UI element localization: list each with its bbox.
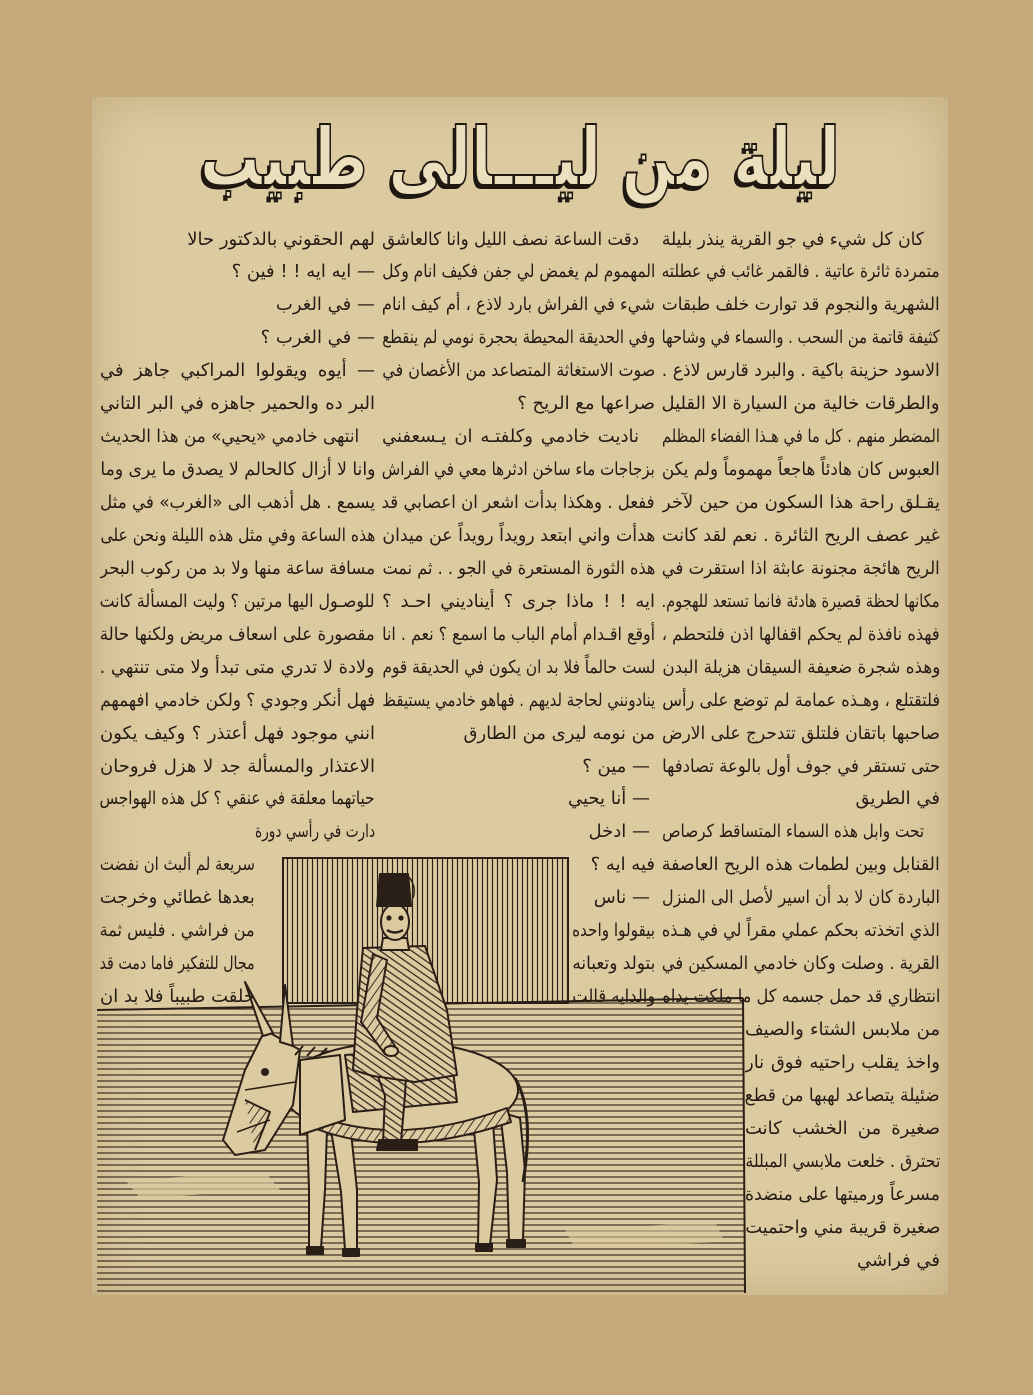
middle-column-line [382,751,655,784]
line-text: والطرقات خالية من السيارة الا القليل [662,393,940,415]
right-column-line [745,1014,940,1047]
line-text: لهم الحقوني بالدكتور حالا [187,228,375,250]
line-text: مسافة ساعة منها ولا بد من ركوب البحر [100,557,375,579]
line-text: فهذه نافذة لم يحكم اقفالها اذن فلتحطم ، [662,623,940,645]
line-text: خلقت طبيباً فلا بد ان [100,986,255,1008]
right-column-line [662,685,940,718]
line-text: الاسود حزينة باكية . والبرد قارس لاذع . [662,360,940,382]
line-text: كان كل شيء في جو القرية ينذر بليلة [662,228,924,250]
line-text: بزجاجات ماء ساخن ادثرها معي في الفراش [382,459,655,481]
right-column [662,224,940,1278]
right-column-line [662,388,940,421]
right-column-line [662,981,940,1014]
line-text: ايه ! ! ماذا جرى ؟ أيناديني احـد ؟ [382,590,655,612]
line-text: — ناس [593,887,650,909]
line-text: الاعتذار والمسألة جد لا هزل فروحان [100,755,375,777]
line-text: بتولد وتعبانه [572,953,655,975]
left-column-line [100,355,375,388]
line-text: الريح هائجة مجنونة عابثة اذا استقرت في [662,557,940,579]
line-text: الباردة كان لا بد أن اسير لأصل الى المنزل [662,887,940,909]
left-column-line [100,948,255,981]
line-text: متمردة ثائرة عاتية . فالقمر غائب في عطلته [662,261,940,283]
line-text: شيء في الفراش بارد لاذع ، أم كيف انام [382,294,655,316]
left-column-line [100,487,375,520]
line-text: مقصورة على اسعاف مريض ولكنها حالة [100,623,375,645]
line-text: للوصـول اليها مرتين ؟ وليت المسألة كانت [100,590,375,612]
middle-column-line [382,355,655,388]
line-text: تحترق . خلعت ملابسي المبللة [745,1150,940,1172]
line-text: — في الغرب [275,294,375,316]
line-text: وهذه شجرة ضعيفة السيقان هزيلة البدن [662,656,940,678]
line-text: حتى تستقر في جوف أول بالوعة تصادفها [662,755,940,777]
middle-column-line [382,619,655,652]
line-text: — مين ؟ [582,755,650,777]
line-text: ففعل . وهكذا بدأت اشعر ان اعصابي قد [382,492,655,513]
line-text: وفي الحديقة المحيطة بحجرة نومي لم ينقطع [382,327,655,349]
line-text: من فراشي . فليس ثمة [100,920,255,942]
right-column-line [662,783,940,816]
left-column-line [100,553,375,586]
middle-column-line [382,718,655,751]
middle-column-line [382,487,655,520]
line-text: العبوس كان هادئاً هاجعاً مهموماً ولم يكن [662,459,940,481]
middle-column-line [572,948,655,981]
middle-column-line [572,849,655,882]
line-text: المضطر منهم . كل ما في هـذا الفضاء المظلم [662,426,940,448]
middle-column-line [382,256,655,289]
left-column-line [100,421,375,454]
right-column-line [662,816,940,849]
right-column-line [662,421,940,454]
right-column-line [662,224,940,257]
line-text: صغيرة قريبة مني واحتميت [745,1216,940,1238]
middle-column-line [382,652,655,685]
right-column-line [662,289,940,322]
line-text: — أيوه ويقولوا المراكبي جاهز في [100,360,375,382]
left-column-line [100,224,375,257]
line-text: مجال للتفكير فاما دمت قد [100,953,255,975]
left-column-line [100,751,375,784]
right-column-line [745,1080,940,1113]
line-text: — ايه ايه ! ! فين ؟ [231,261,375,283]
line-text: — ادخل [588,821,650,843]
right-column-line [662,553,940,586]
middle-column-line [382,685,655,718]
middle-column-line [382,454,655,487]
line-text: بعدها غطائي وخرجت [100,887,255,909]
right-column-line [662,751,940,784]
right-column-line [662,915,940,948]
right-column-line [662,718,940,751]
left-column-line [100,454,375,487]
line-text: من نومه ليرى من الطارق [463,722,655,744]
right-column-line [662,849,940,882]
middle-column-line [572,915,655,948]
line-text: انتظاري قد حمل جسمه كل ما ملكت يداه [662,986,940,1008]
left-column-line [100,520,375,553]
right-column-line [662,586,940,619]
line-text: دقت الساعة نصف الليل وانا كالعاشق [382,228,639,250]
middle-column-line [382,289,655,322]
line-text: مكانها لحظة قصيرة هادئة فانما تستعد للهجوم. [662,590,940,612]
right-column-line [662,454,940,487]
line-text: المهموم لم يغمض لي جفن فكيف انام وكل [382,261,655,283]
line-text: صغيرة من الخشب كانت [745,1117,940,1139]
middle-column-line [572,981,655,1014]
right-column-line [745,1245,940,1278]
left-column-line [255,816,375,849]
line-text: فيه ايه ؟ [590,854,655,876]
middle-column-line [572,882,655,915]
left-column-line [100,586,375,619]
article-title [190,106,850,210]
line-text: صوت الاستغاثة المتصاعد من الأغصان في [382,360,655,382]
line-text: في الطريق [855,788,940,810]
left-column-line [100,652,375,685]
left-column-line [100,289,375,322]
line-text: غير عصف الريح الثائرة . نعم لقد كانت [662,524,940,546]
middle-column-line [382,224,655,257]
right-column-line [662,882,940,915]
right-column-line [662,652,940,685]
middle-column-line [382,388,655,421]
middle-column-line [382,553,655,586]
right-column-line [662,520,940,553]
line-text: سريعة لم ألبث ان نفضت [100,854,255,876]
line-text: ينادونني لحاجة لديهم . فهاهو خادمي يستيقظ [382,689,655,711]
middle-column-line [382,586,655,619]
line-text: والدايه قالت [572,986,655,1008]
line-text: ضئيلة يتصاعد لهبها من قطع [745,1084,940,1106]
line-text: يسمع . هل أذهب الى «الغرب» في مثل [100,492,375,513]
line-text: صراعها مع الريح ؟ [517,393,655,415]
line-text: — في الغرب ؟ [260,327,375,349]
left-column-line [100,783,375,816]
line-text: القنابل وبين لطمات هذه الريح العاصفة [662,854,940,876]
line-text: ناديت خادمي وكلفتـه ان يـسعفني [382,426,639,448]
left-column-line [100,685,375,718]
right-column-line [745,1179,940,1212]
line-text: دارت في رأسي دورة [255,821,375,843]
right-column-line [662,619,940,652]
line-text: واخذ يقلب راحتيه فوق نار [745,1051,940,1073]
line-text: كثيفة قاتمة من السحب . والسماء في وشاحها [662,327,940,349]
left-column-line [100,718,375,751]
line-text: الذي اتخذته بحكم عملي مقراً لي في هـذه [662,920,940,942]
line-text: أوقع اقـدام أمام الباب ما اسمع ؟ نعم . انا [382,623,655,645]
line-text: الشهرية والنجوم قد توارت خلف طبقات [662,294,940,316]
left-column-line [100,915,255,948]
right-column-line [662,948,940,981]
line-text: القرية . وصلت وكان خادمي المسكين في [662,953,940,975]
middle-column-line [382,421,655,454]
right-column-line [745,1047,940,1080]
line-text: بيقولوا واحده [572,920,655,942]
line-text: وانا لا أزال كالحالم لا يصدق ما يرى وما [100,459,375,481]
article-title-text: ليلة من ليـــالى طبيب [199,111,840,204]
line-text: لست حالماً فلا بد ان يكون في الحديقة قوم [382,656,655,678]
line-text: مسرعاً ورميتها على منضدة [745,1183,940,1205]
line-text: فهل أنكر وجودي ؟ ولكن خادمي افهمهم [100,689,375,711]
left-column [100,224,375,1015]
line-text: — أنا يحيي [567,788,650,810]
line-text: من ملابس الشتاء والصيف [745,1019,940,1040]
line-text: هدأت واني ابتعد رويداً رويداً عن ميدان [382,524,655,546]
line-text: هذه الثورة المستعرة في الجو . . ثم نمت [382,557,655,579]
right-column-line [662,256,940,289]
right-column-line [745,1146,940,1179]
line-text: في فراشي [857,1249,940,1271]
line-text: صاحبها باتقان فلتلق تتدحرج على الارض [662,722,940,744]
left-column-line [100,981,255,1014]
middle-column-line [382,322,655,355]
line-text: البر ده والحمير جاهزه في البر التاني [100,393,375,415]
right-column-line [662,487,940,520]
left-column-line [100,322,375,355]
right-column-line [745,1212,940,1245]
middle-column-line [382,520,655,553]
left-column-line [100,388,375,421]
line-text: تحت وابل هذه السماء المتساقط كرصاص [662,821,924,843]
middle-column [382,224,655,1015]
line-text: هذه الساعة وفي مثل هذه الليلة ونحن على [100,524,375,546]
right-column-line [745,1113,940,1146]
line-text: انني موجود فهل أعتذر ؟ وكيف يكون [100,722,375,744]
left-column-line [100,849,255,882]
line-text: فلتقتلع ، وهـذه عمامة لم توضع على رأس [662,689,940,711]
left-column-line [100,619,375,652]
line-text: انتهى خادمي «يحيي» من هذا الحديث [100,426,359,448]
right-column-line [662,355,940,388]
line-text: ولادة لا تدري متى تبدأ ولا متى تنتهي . [100,656,375,678]
left-column-line [100,256,375,289]
left-column-line [100,882,255,915]
line-text: يقـلق راحة هذا السكون من حين لآخر [662,492,940,513]
line-text: حياتهما معلقة في عنقي ؟ كل هذه الهواجس [100,788,375,810]
right-column-line [662,322,940,355]
middle-column-line [382,816,655,849]
middle-column-line [382,783,655,816]
